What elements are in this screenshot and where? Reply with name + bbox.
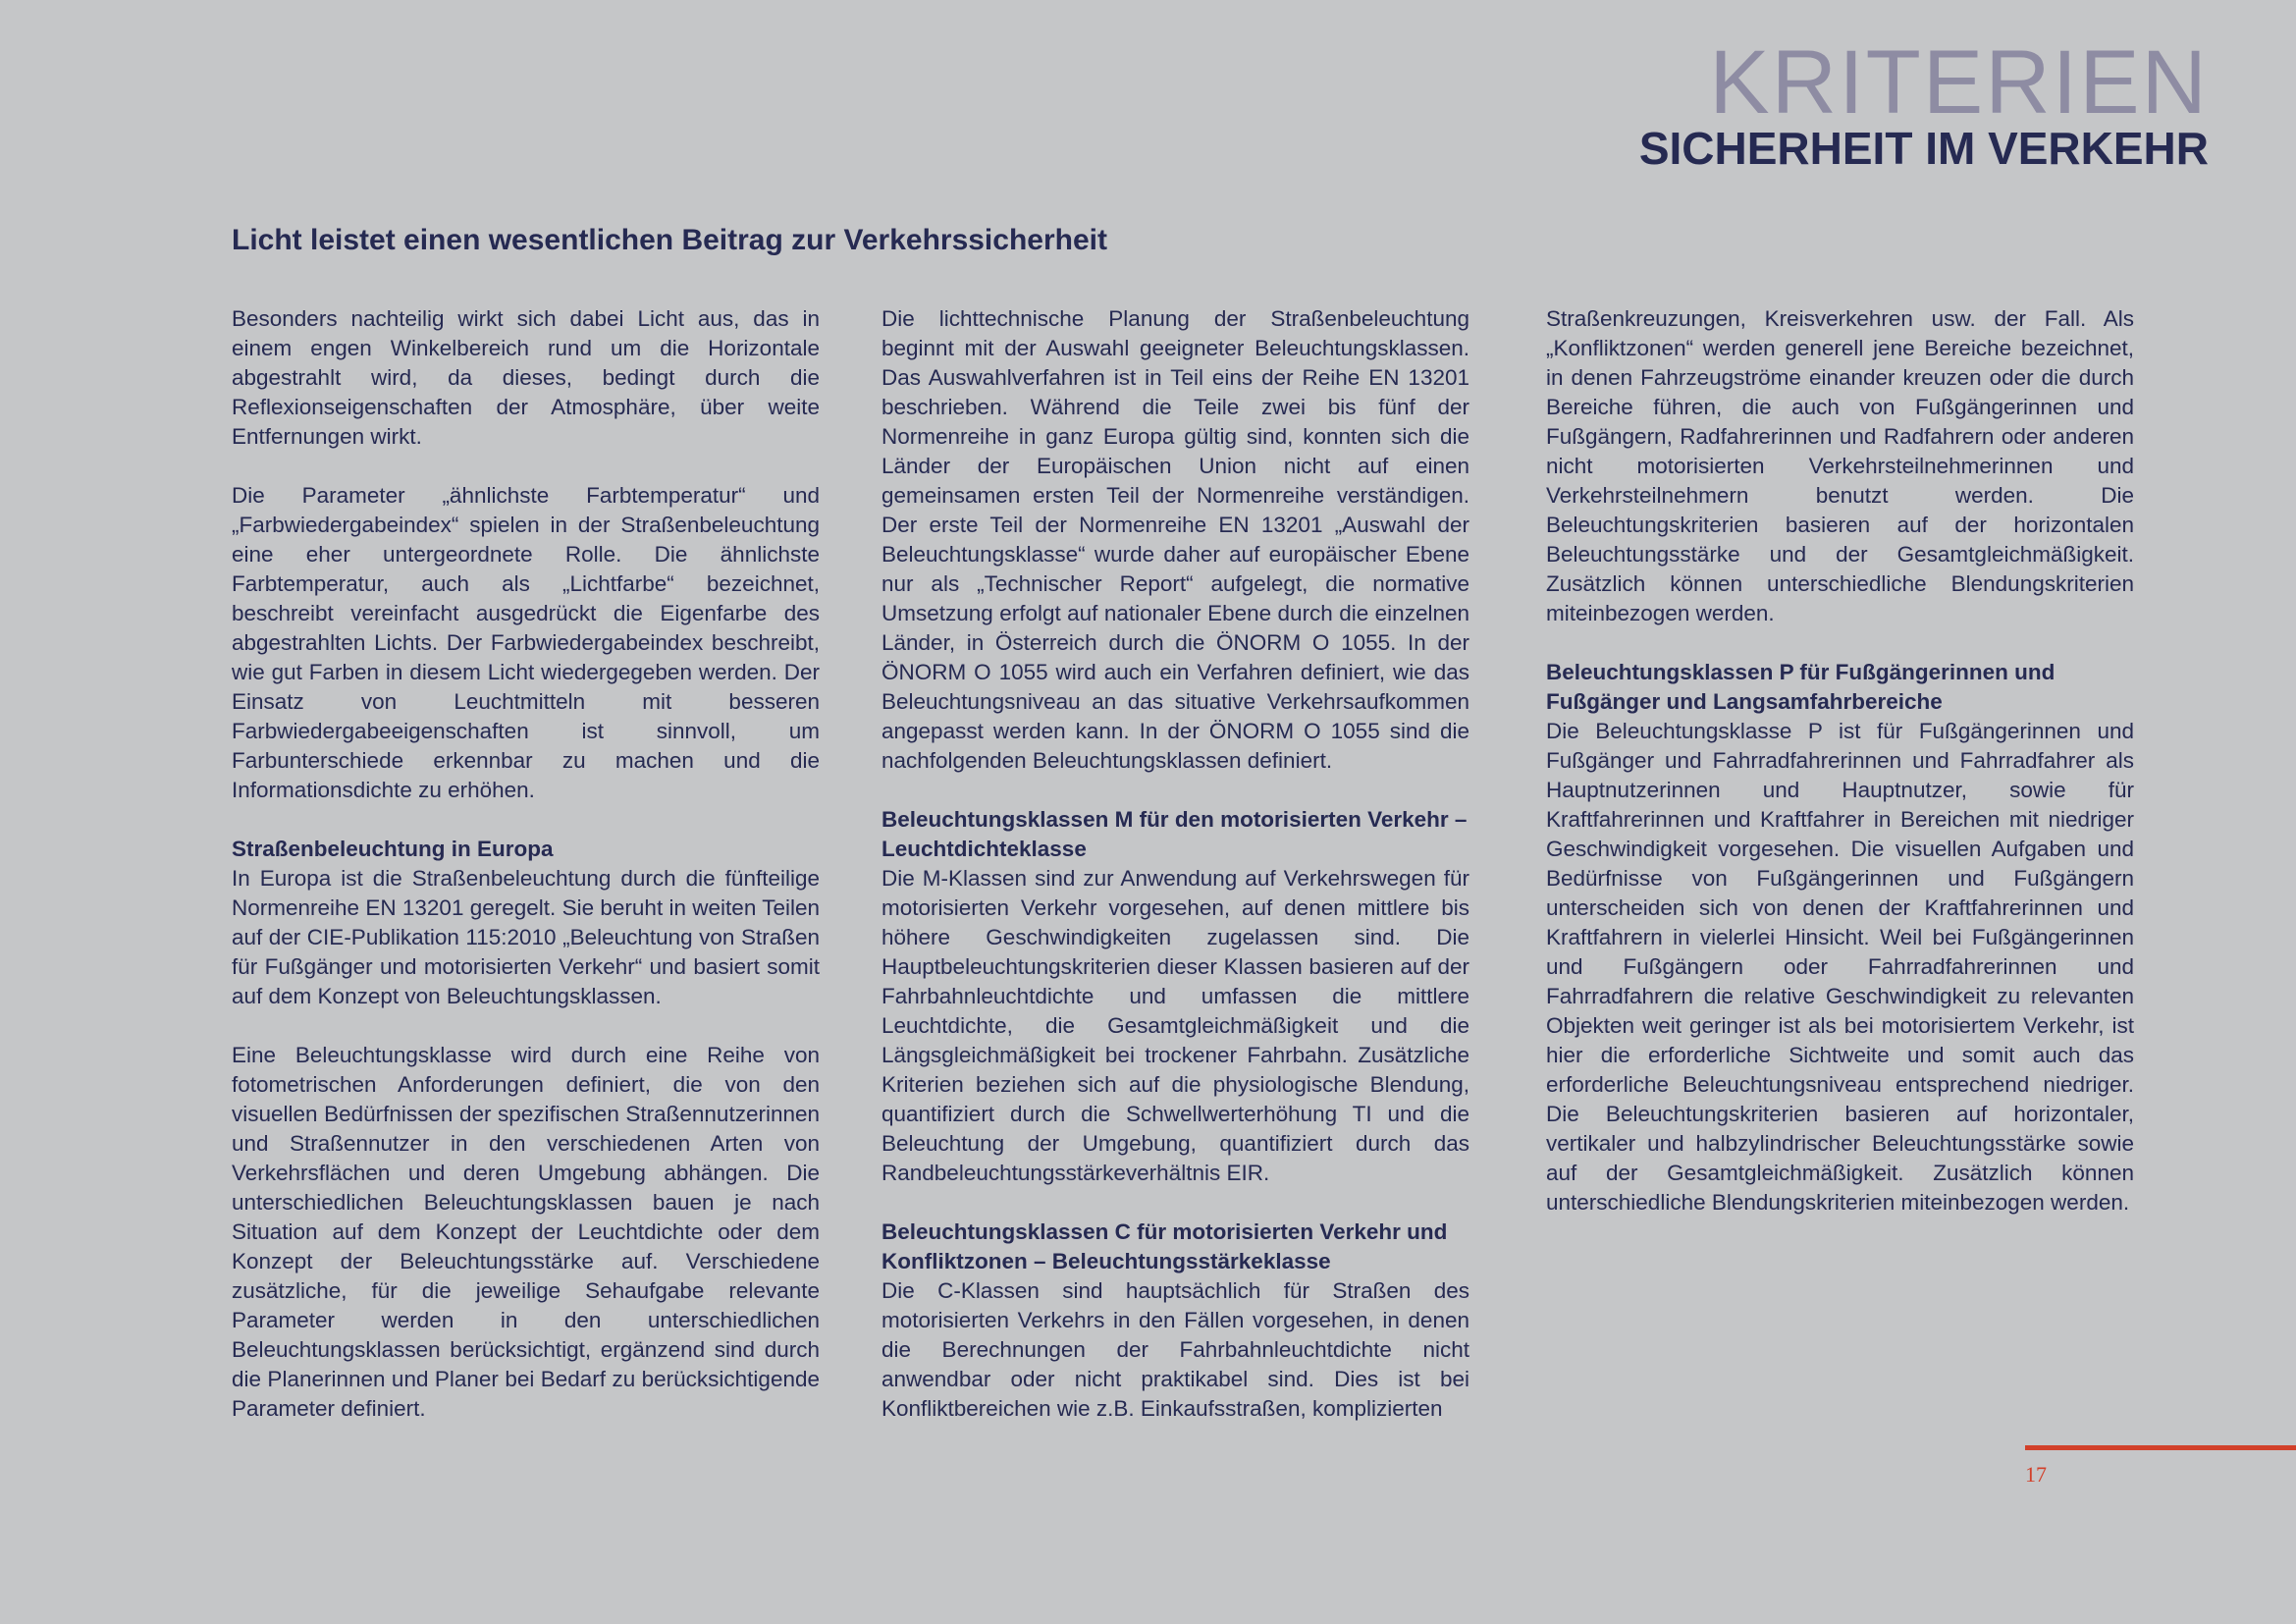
subheading: Beleuchtungsklassen P für Fußgängerinnen und Fußgänger und Langsamfahrbereiche [1546, 660, 2056, 714]
subheading: Straßenbeleuchtung in Europa [232, 837, 554, 861]
section-kicker: KRITERIEN [1709, 32, 2209, 133]
subheading: Beleuchtungsklassen M für den motorisierten Verkehr – Leuchtdichteklasse [881, 807, 1468, 861]
text-column-1 [232, 304, 820, 1453]
paragraph: Straßenkreuzungen, Kreisverkehren usw. der Fall. Als „Konfliktzonen“ werden generell jene Bereiche bezeichnet, in denen Fahrzeugströme einander kreuzen oder die durch Bereiche führen, die auch von Fußgängerinnen und Fußgängern, Radfahrerinnen und Radfahrern oder anderen nicht motorisierten Verkehrsteilnehmerinnen und Verkehrsteilnehmern benutzt werden. Die Beleuchtungskriterien basieren auf der horizontalen Beleuchtungsstärke und der Gesamtgleichmäßigkeit. Zusätzlich können unterschiedliche Blendungskriterien miteinbezogen werden. [1546, 306, 2134, 625]
page-header [1638, 32, 2209, 174]
text-column-2 [881, 304, 1469, 1453]
paragraph: Die lichttechnische Planung der Straßenbeleuchtung beginnt mit der Auswahl geeigneter Beleuchtungsklassen. Das Auswahlverfahren ist in Teil eins der Reihe EN 13201 beschrieben. Während die Teile zwei bis fünf der Normenreihe in ganz Europa gültig sind, konnten sich die Länder der Europäischen Union nicht auf einen gemeinsamen ersten Teil der Normenreihe verständigen. Der erste Teil der Normenreihe EN 13201 „Auswahl der Beleuchtungsklasse“ wurde daher auf europäischer Ebene nur als „Technischer Report“ aufgelegt, die normative Umsetzung erfolgt auf nationaler Ebene durch die einzelnen Länder, in Österreich durch die ÖNORM O 1055. In der ÖNORM O 1055 wird auch ein Verfahren definiert, wie das Beleuchtungsniveau an das situative Verkehrsaufkommen angepasst werden kann. In der ÖNORM O 1055 sind die nachfolgenden Beleuchtungsklassen definiert. [881, 306, 1469, 773]
section-title: SICHERHEIT IM VERKEHR [1638, 123, 2209, 174]
page-number: 17 [2025, 1462, 2047, 1487]
subheading: Beleuchtungsklassen C für motorisierten Verkehr und Konfliktzonen – Beleuchtungsstärkeklasse [881, 1219, 1448, 1273]
paragraph: Die C-Klassen sind hauptsächlich für Straßen des motorisierten Verkehrs in den Fällen vorgesehen, in denen die Berechnungen der Fahrbahnleuchtdichte nicht anwendbar oder nicht praktikabel sind. Dies ist bei Konfliktbereichen wie z.B. Einkaufsstraßen, komplizierten [881, 1278, 1469, 1421]
paragraph: Die M-Klassen sind zur Anwendung auf Verkehrswegen für motorisierten Verkehr vorgesehen, auf denen mittlere bis höhere Geschwindigkeiten zugelassen sind. Die Hauptbeleuchtungskriterien dieser Klassen basieren auf der Fahrbahnleuchtdichte und umfassen die mittlere Leuchtdichte, die Gesamtgleichmäßigkeit und die Längsgleichmäßigkeit bei trockener Fahrbahn. Zusätzliche Kriterien beziehen sich auf die physiologische Blendung, quantifiziert durch die Schwellwerterhöhung TI und die Beleuchtung der Umgebung, quantifiziert durch das Randbeleuchtungsstärkeverhältnis EIR. [881, 866, 1469, 1185]
text-column-3 [1546, 304, 2134, 1247]
paragraph: In Europa ist die Straßenbeleuchtung durch die fünfteilige Normenreihe EN 13201 geregelt. Sie beruht in weiten Teilen auf der CIE-Publikation 115:2010 „Beleuchtung von Straßen für Fußgänger und motorisierten Verkehr“ und basiert somit auf dem Konzept von Beleuchtungsklassen. [232, 866, 820, 1008]
paragraph: Eine Beleuchtungsklasse wird durch eine Reihe von fotometrischen Anforderungen definiert, die von den visuellen Bedürfnissen der spezifischen Straßennutzerinnen und Straßennutzer in den verschiedenen Arten von Verkehrsflächen und deren Umgebung abhängen. Die unterschiedlichen Beleuchtungsklassen bauen je nach Situation auf dem Konzept der Leuchtdichte oder dem Konzept der Beleuchtungsstärke auf. Verschiedene zusätzliche, für die jeweilige Sehaufgabe relevante Parameter werden in den unterschiedlichen Beleuchtungsklassen berücksichtigt, ergänzend sind durch die Planerinnen und Planer bei Bedarf zu berücksichtigende Parameter definiert. [232, 1043, 820, 1421]
footer-rule [2025, 1445, 2296, 1450]
page-headline: Licht leistet einen wesentlichen Beitrag zur Verkehrssicherheit [232, 224, 1107, 256]
paragraph: Besonders nachteilig wirkt sich dabei Licht aus, das in einem engen Winkelbereich rund um die Horizontale abgestrahlt wird, da dieses, bedingt durch die Reflexionseigenschaften der Atmosphäre, über weite Entfernungen wirkt. [232, 306, 820, 449]
paragraph: Die Parameter „ähnlichste Farbtemperatur“ und „Farbwiedergabeindex“ spielen in der Straßenbeleuchtung eine eher untergeordnete Rolle. Die ähnlichste Farbtemperatur, auch als „Lichtfarbe“ bezeichnet, beschreibt vereinfacht ausgedrückt die Eigenfarbe des abgestrahlten Lichts. Der Farbwiedergabeindex beschreibt, wie gut Farben in diesem Licht wiedergegeben werden. Der Einsatz von Leuchtmitteln mit besseren Farbwiedergabeeigenschaften ist sinnvoll, um Farbunterschiede erkennbar zu machen und die Informationsdichte zu erhöhen. [232, 483, 820, 802]
paragraph: Die Beleuchtungsklasse P ist für Fußgängerinnen und Fußgänger und Fahrradfahrerinnen und Fahrradfahrer als Hauptnutzerinnen und Hauptnutzer, sowie für Kraftfahrerinnen und Kraftfahrer in Bereichen mit niedriger Geschwindigkeit vorgesehen. Die visuellen Aufgaben und Bedürfnisse von Fußgängerinnen und Fußgängern unterscheiden sich von denen der Kraftfahrerinnen und Kraftfahrern in vielerlei Hinsicht. Weil bei Fußgängerinnen und Fußgängern oder Fahrradfahrerinnen und Fahrradfahrern die relative Geschwindigkeit zu relevanten Objekten weit geringer ist als bei motorisiertem Verkehr, ist hier die erforderliche Sichtweite und somit auch das erforderliche Beleuchtungsniveau entsprechend niedriger. Die Beleuchtungskriterien basieren auf horizontaler, vertikaler und halbzylindrischer Beleuchtungsstärke sowie auf der Gesamtgleichmäßigkeit. Zusätzlich können unterschiedliche Blendungskriterien miteinbezogen werden. [1546, 719, 2134, 1215]
